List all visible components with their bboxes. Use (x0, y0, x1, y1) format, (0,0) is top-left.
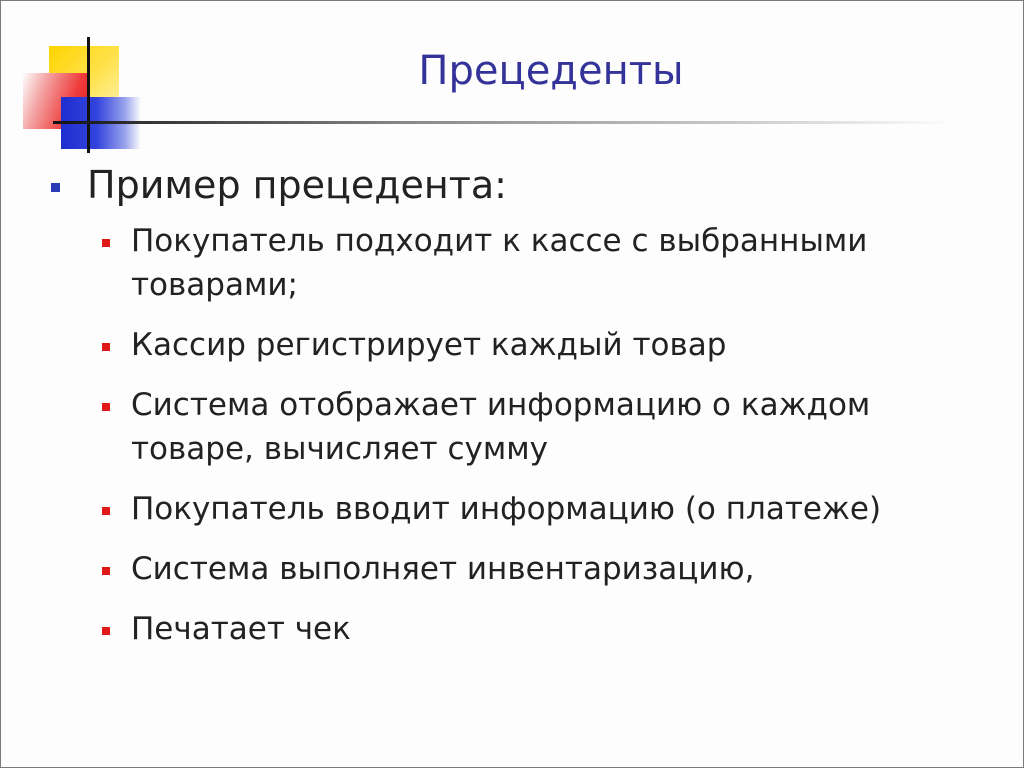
sub-bullet-point (47, 383, 993, 471)
sub-bullet-point (47, 219, 993, 307)
square-bullet-icon (102, 627, 110, 635)
main-bullet-text: Пример прецедента: (87, 163, 507, 207)
sub-bullet-text: Покупатель подходит к кассе с выбранными товарами; (131, 223, 868, 303)
sub-bullet-text: Покупатель вводит информацию (о платеже) (131, 491, 882, 527)
square-bullet-icon (102, 343, 110, 351)
main-bullet-point (47, 159, 993, 211)
logo-vertical-line (87, 37, 90, 153)
square-bullet-icon (102, 239, 110, 247)
square-bullet-icon (102, 403, 110, 411)
sub-bullet-point (47, 607, 993, 651)
square-bullet-icon (102, 567, 110, 575)
sub-bullet-point (47, 547, 993, 591)
sub-bullet-text: Печатает чек (131, 611, 351, 647)
slide-content (47, 159, 993, 667)
title-underline (53, 121, 953, 124)
square-bullet-icon (51, 183, 60, 192)
sub-bullet-text: Система отображает информацию о каждом товаре, вычисляет сумму (131, 387, 871, 467)
square-bullet-icon (102, 507, 110, 515)
sub-bullet-point (47, 487, 993, 531)
sub-bullet-text: Система выполняет инвентаризацию, (131, 551, 755, 587)
sub-bullet-point (47, 323, 993, 367)
slide-title: Прецеденты (418, 48, 684, 94)
slide-logo-graphic (1, 1, 161, 161)
sub-bullet-text: Кассир регистрирует каждый товар (131, 327, 727, 363)
